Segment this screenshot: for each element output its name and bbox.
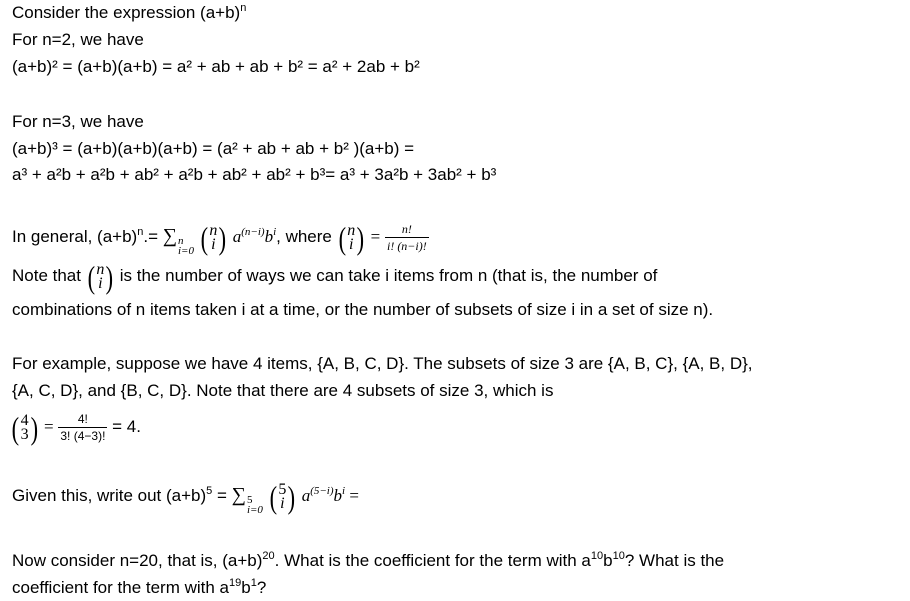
given-after: = <box>212 486 232 505</box>
example-fraction <box>58 411 107 444</box>
q-text-2: . What is the coefficient for the term with a <box>274 551 591 570</box>
q-text-3: b <box>603 551 613 570</box>
general-prefix-exp: n <box>137 226 144 238</box>
given-sum-limits <box>247 495 263 515</box>
q2-exp-2: 1 <box>250 577 257 589</box>
n3-expansion-1: (a+b)³ = (a+b)(a+b)(a+b) = (a² + ab + ab + b² )(a+b) = <box>12 139 415 158</box>
example-binom-top: 4 <box>20 411 29 429</box>
given-term-a-exp: (5−i) <box>310 485 334 497</box>
q2-text-2: b <box>241 578 251 597</box>
intro-text: Consider the expression (a+b) <box>12 3 241 22</box>
example-binom-bottom: 3 <box>20 425 29 443</box>
note-prefix: Note that <box>12 266 86 285</box>
binom-top: n <box>209 221 218 239</box>
binom-bottom: i <box>211 235 216 253</box>
given-equals: = <box>345 486 359 505</box>
n2-expansion: (a+b)² = (a+b)(a+b) = a² + ab + ab + b² = a² + 2ab + b² <box>12 57 420 76</box>
binom2-bottom: i <box>349 235 354 253</box>
example-binomial: ( 4 3 ) <box>11 409 38 446</box>
sum-lower: i=0 <box>177 245 194 257</box>
example-result: = 4. <box>112 417 141 436</box>
given-sum-lower: i=0 <box>246 504 263 516</box>
given-sum-symbol: ∑ <box>231 484 246 506</box>
q-text-1: Now consider n=20, that is, (a+b) <box>12 551 263 570</box>
q-exp-3: 10 <box>612 550 625 562</box>
n3-expansion-2: a³ + a²b + a²b + ab² + a²b + ab² + ab² + b³= a³ + 3a²b + 3ab² + b³ <box>12 165 497 184</box>
general-formula <box>12 216 429 257</box>
given-term-a: a <box>301 486 311 505</box>
given-prefix: Given this, write out (a+b) <box>12 486 207 505</box>
question-line-2 <box>12 577 266 599</box>
given-binom-top: 5 <box>278 480 287 498</box>
question-line-1 <box>12 550 724 572</box>
q-exp-1: 20 <box>262 550 275 562</box>
frac-den: i! (n−i)! <box>386 239 427 254</box>
term-b: b <box>264 227 274 246</box>
example-equals: = <box>44 417 54 436</box>
given-term-b-exp: i <box>342 485 346 497</box>
example-line-2: {A, C, D}, and {B, C, D}. Note that there are 4 subsets of size 3, which is <box>12 381 554 400</box>
intro-line <box>12 2 246 24</box>
note-binom-top: n <box>96 260 105 278</box>
general-prefix-after: .= <box>143 227 163 246</box>
sum-symbol: ∑ <box>162 225 177 247</box>
note-line-1 <box>12 258 657 294</box>
equals-sign: = <box>370 227 381 246</box>
example-line-1: For example, suppose we have 4 items, {A, B, C, D}. The subsets of size 3 are {A, B, C}, {A, B, D}, <box>12 354 753 373</box>
binomial-coefficient: ( n i ) <box>200 219 227 256</box>
given-formula <box>12 475 359 516</box>
example-formula <box>10 407 141 447</box>
binomial-coefficient-2: ( n i ) <box>338 219 365 256</box>
intro-exponent: n <box>240 2 247 14</box>
example-frac-den: 3! (4−3)! <box>60 429 106 444</box>
q-text-4: ? What is the <box>624 551 725 570</box>
term-b-exp: i <box>273 226 277 238</box>
q2-text-3: ? <box>256 578 267 597</box>
sum-upper: n <box>177 235 184 247</box>
factorial-fraction <box>385 221 429 254</box>
given-binom-bottom: i <box>280 494 285 512</box>
given-sum-upper: 5 <box>246 494 253 506</box>
binom2-top: n <box>347 221 356 239</box>
example-frac-num: 4! <box>77 412 88 427</box>
where-text: , where <box>276 227 337 246</box>
term-a: a <box>232 227 242 246</box>
frac-num: n! <box>401 222 412 237</box>
given-prefix-exp: 5 <box>206 485 213 497</box>
general-prefix: In general, (a+b) <box>12 227 138 246</box>
n2-heading: For n=2, we have <box>12 30 144 49</box>
note-binom-bottom: i <box>98 274 103 292</box>
given-term-b: b <box>333 486 343 505</box>
term-a-exp: (n−i) <box>241 226 265 238</box>
note-suffix: is the number of ways we can take i items from n (that is, the number of <box>115 266 658 285</box>
given-binomial: ( 5 i ) <box>269 478 296 515</box>
q2-text-1: coefficient for the term with a <box>12 578 230 597</box>
q-exp-2: 10 <box>590 550 604 562</box>
q2-exp-1: 19 <box>229 577 242 589</box>
note-binomial: ( n i ) <box>87 258 114 295</box>
n3-heading: For n=3, we have <box>12 112 144 131</box>
sum-limits <box>178 236 194 256</box>
note-line-2: combinations of n items taken i at a time, or the number of subsets of size i in a set of size n). <box>12 300 714 319</box>
